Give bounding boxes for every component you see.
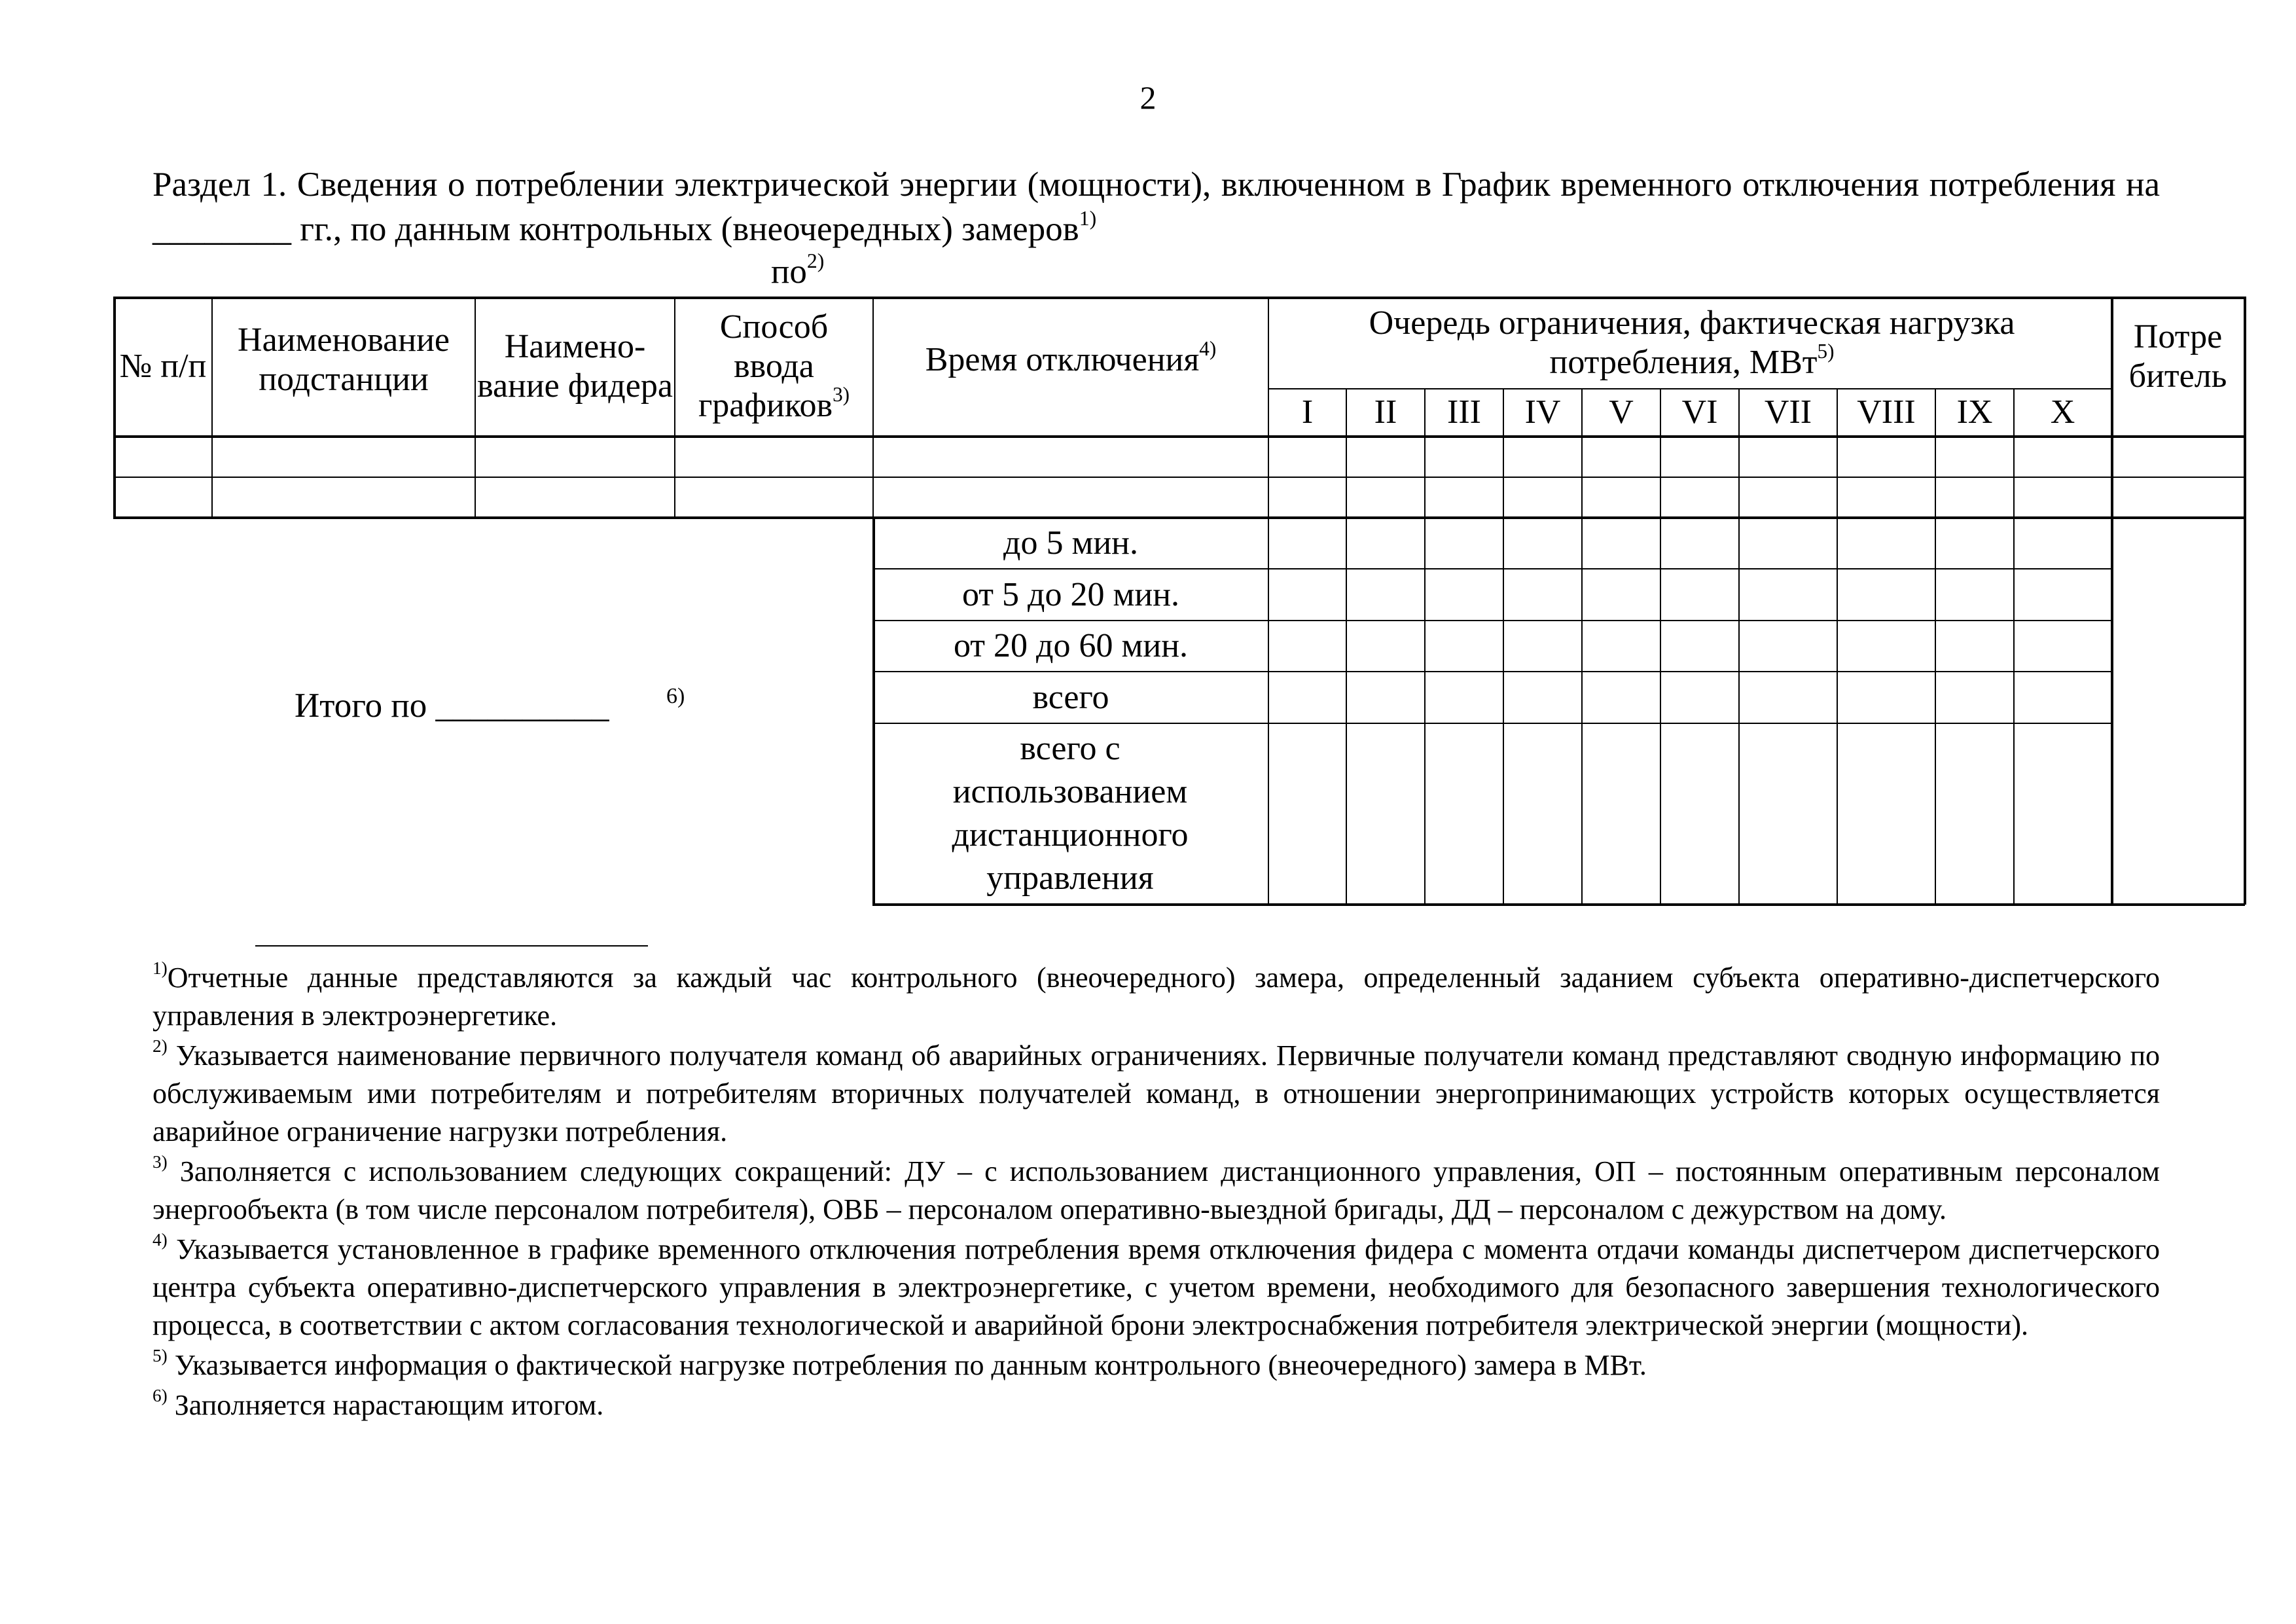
footnote-separator	[255, 945, 648, 947]
queue-header: IX	[1956, 393, 1993, 431]
queue-header: IV	[1524, 393, 1561, 431]
summary-col-line	[1660, 516, 1661, 905]
summary-col-line	[1837, 516, 1838, 905]
header-time: Время отключения$^{4)}$	[925, 337, 1217, 378]
footnote-3: $^{3)}$ Заполняется с использованием следующих сокращений: ДУ – с использованием дистанционного управления, ОП – постоянным оперативным персоналом энергообъекта (в том числе персоналом потребителя), ОВБ – персоналом оперативно-выездной бригады, ДД – персоналом с дежурством на дому.	[152, 1152, 2160, 1225]
queue-header: VI	[1681, 393, 1718, 431]
summary-col-line	[1935, 516, 1936, 905]
summary-row-label: всего с использованием дистанционного управления	[952, 730, 1189, 897]
total-label: Итого по __________	[295, 687, 609, 725]
summary-col-line	[1346, 516, 1347, 905]
queue-header: II	[1374, 393, 1397, 431]
header-num: № п/п	[119, 348, 207, 385]
header-queue-group: Очередь ограничения, фактическая нагрузка потребления, МВт$^{5)}$	[1369, 304, 2015, 381]
table-border-right	[2244, 297, 2246, 519]
summary-row-label: от 20 до 60 мин.	[953, 627, 1189, 664]
summary-row-label: всего	[1032, 678, 1109, 716]
footnote-5: $^{5)}$ Указывается информация о фактической нагрузке потребления по данным контрольного (внеочередного) замера в МВт.	[152, 1346, 1647, 1381]
header-substation: Наименование подстанции	[238, 321, 450, 398]
total-footnote-mark: 6)	[666, 684, 685, 708]
footnote-1: $^{1)}$Отчетные данные представляются за каждый час контрольного (внеочередного) замера, определенный заданием субъекта оперативно-диспетчерского управления в электроэнергетике.	[152, 958, 2160, 1032]
footnote-4: $^{4)}$ Указывается установленное в графике временного отключения потребления время отключения фидера с момента отдачи команды диспетчером диспетчерского центра субъекта оперативно-диспетчерского управления в электроэнергетике, с учетом времени, необходимого для безопасного завершения технологического процесса, в соответствии с актом согласования технологической и аварийной брони электроснабжения потребителя электрической энергии (мощности).	[152, 1230, 2160, 1341]
header-consumer: Потре битель	[2128, 318, 2227, 395]
footnotes	[152, 959, 2160, 1426]
queue-header: X	[2050, 393, 2075, 431]
summary-col-line	[1738, 516, 1740, 905]
table-row[interactable]	[115, 437, 2244, 477]
heading-footnote-mark: 1)	[1079, 206, 1097, 230]
summary-col-line	[1424, 516, 1426, 905]
summary-col-line	[1581, 516, 1583, 905]
table-row[interactable]	[115, 478, 2244, 516]
footnote-6: $^{6)}$ Заполняется нарастающим итогом.	[152, 1386, 604, 1421]
header-feeder: Наимено-вание фидера	[477, 328, 673, 405]
queue-header: V	[1609, 393, 1634, 431]
section-heading-text: Раздел 1. Сведения о потреблении электрической энергии (мощности), включенном в График временного отключения потребления на ________ гг., по данным контрольных (внеочередных) замеров	[152, 166, 2160, 248]
summary-col-line	[2111, 516, 2113, 905]
queue-header: III	[1447, 393, 1481, 431]
footnote-2: $^{2)}$ Указывается наименование первичного получателя команд об аварийных ограничениях. Первичные получатели команд представляют сводную информацию по обслуживаемым ими потребителям и потребителям вторичных получателей команд, в отношении энергопринимающих устройств которых осуществляется аварийное ограничение нагрузки потребления.	[152, 1036, 2160, 1147]
summary-col-line	[1268, 516, 1269, 905]
summary-row-label: до 5 мин.	[1003, 524, 1139, 562]
summary-border-right	[2244, 516, 2246, 905]
queue-header: I	[1301, 393, 1314, 431]
summary-border-bottom	[872, 903, 2245, 906]
heading-po: $по^{2)}$	[771, 249, 825, 291]
queue-header: VII	[1764, 393, 1812, 431]
page-number: 2	[1139, 79, 1157, 116]
summary-col-line	[1503, 516, 1504, 905]
header-method: Способ ввода графиков$^{3)}$	[698, 308, 850, 424]
summary-row-label: от 5 до 20 мин.	[961, 575, 1180, 613]
section-heading	[152, 162, 2160, 251]
summary-col-line	[2013, 516, 2015, 905]
queue-header: VIII	[1857, 393, 1916, 431]
